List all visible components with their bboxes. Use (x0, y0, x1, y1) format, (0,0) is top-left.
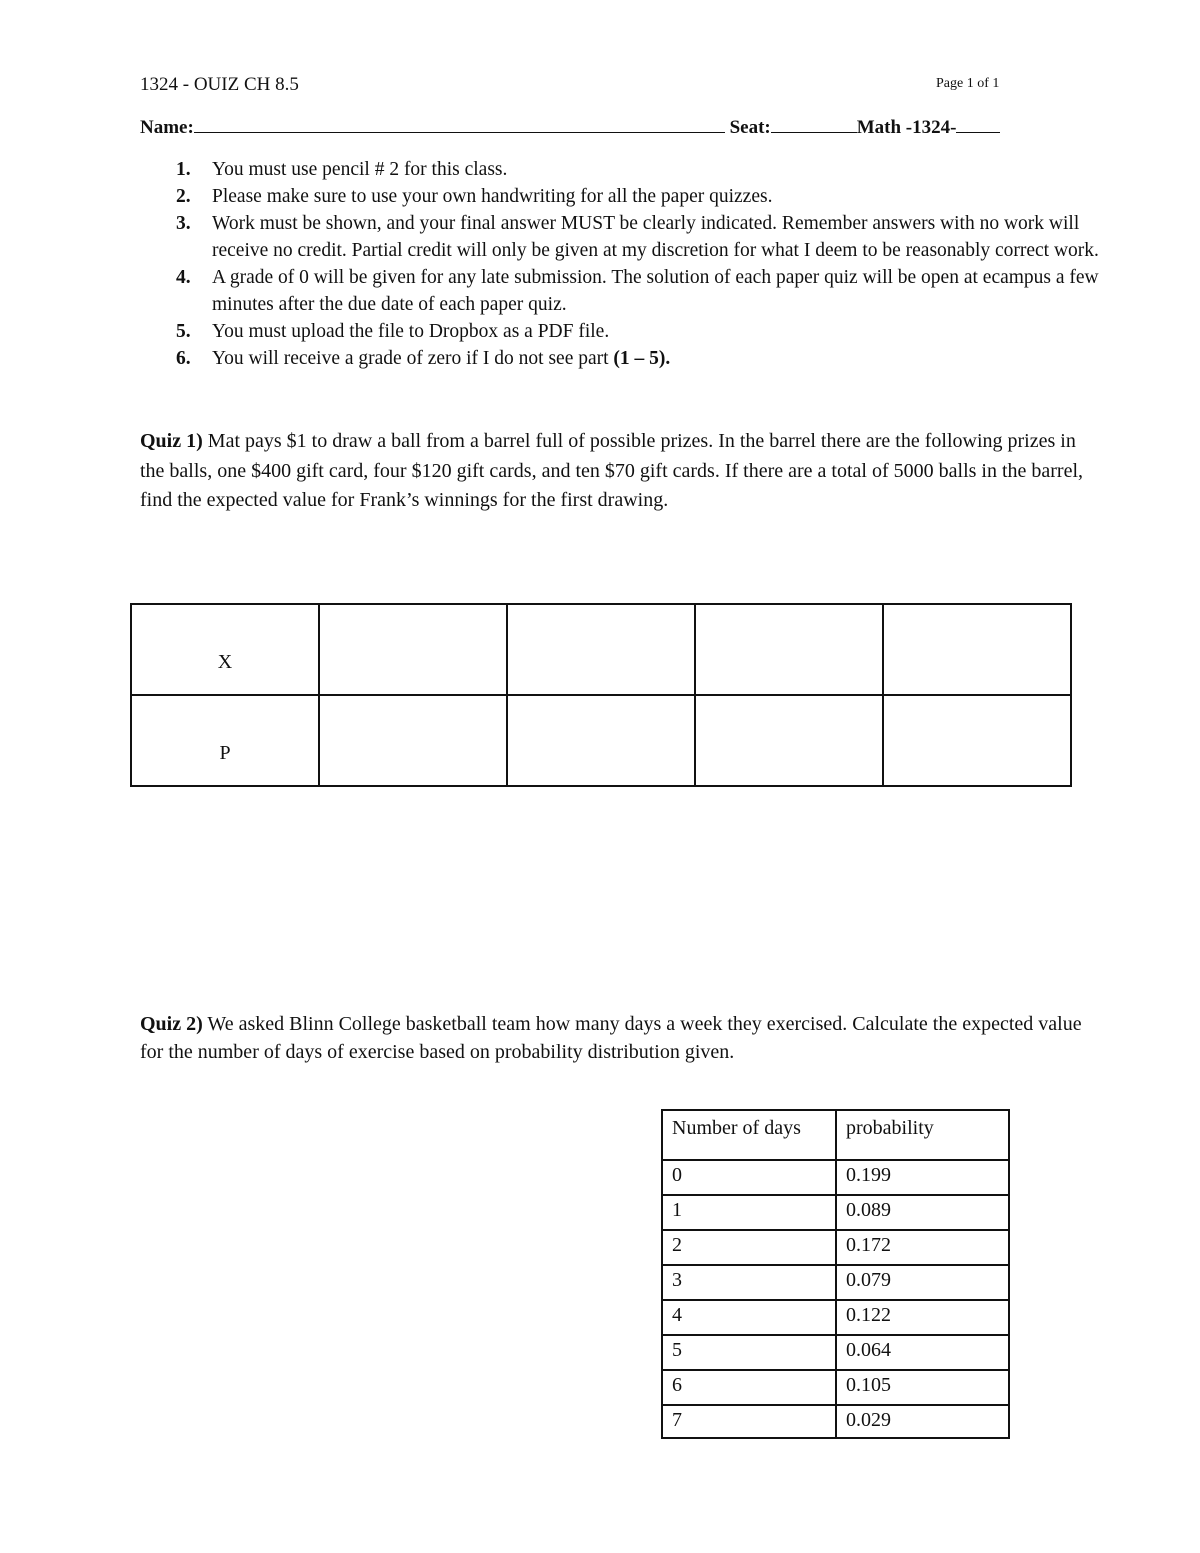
rule-text: You must use pencil # 2 for this class. (212, 159, 508, 180)
probability-cell: 0.079 (836, 1265, 1009, 1300)
answer-cell[interactable] (319, 695, 507, 786)
answer-cell[interactable] (319, 604, 507, 695)
name-blank[interactable] (194, 116, 725, 133)
course-label: Math -1324- (856, 117, 957, 138)
answer-cell[interactable] (507, 604, 695, 695)
quiz-title: 1324 - OUIZ CH 8.5 (140, 74, 299, 95)
rule-text: You will receive a grade of zero if I do not see part (212, 348, 609, 369)
list-item (140, 345, 1105, 372)
days-cell: 3 (662, 1265, 836, 1300)
quiz1-label: Quiz 1) (140, 430, 203, 452)
rule-number: 3. (176, 213, 191, 234)
table-row (131, 604, 1071, 695)
table-header-row (662, 1110, 1009, 1160)
page-number: Page 1 of 1 (936, 76, 1000, 91)
section-blank[interactable] (956, 116, 1000, 133)
quiz1-text: Mat pays $1 to draw a ball from a barrel full of possible prizes. In the barrel there are the following prizes in the balls, one $400 gift card, four $120 gift cards, and ten $70 gift cards. If there are a total of 5000 balls in the barrel, find the expected value for Frank’s winnings for the first drawing. (140, 430, 1084, 511)
probability-cell: 0.105 (836, 1370, 1009, 1405)
rule-text: Work must be shown, and your final answer MUST be clearly indicated. Remember answers with no work will receive no credit. Partial credit will only be given at my discretion for what I deem to be reasonably correct work. (212, 213, 1099, 261)
table-row (662, 1265, 1009, 1300)
answer-cell[interactable] (883, 695, 1071, 786)
list-item (140, 210, 1105, 264)
answer-cell[interactable] (695, 695, 883, 786)
probability-cell: 0.064 (836, 1335, 1009, 1370)
answer-cell[interactable] (883, 604, 1071, 695)
rule-text: You must upload the file to Dropbox as a PDF file. (212, 321, 610, 342)
name-seat-line (140, 116, 1000, 139)
rule-number: 5. (176, 321, 191, 342)
rule-text: A grade of 0 will be given for any late submission. The solution of each paper quiz will be open at ecampus a few minutes after the due date of each paper quiz. (212, 267, 1099, 315)
table-row (662, 1195, 1009, 1230)
row-label-p: P (131, 695, 319, 786)
days-cell: 2 (662, 1230, 836, 1265)
probability-cell: 0.029 (836, 1405, 1009, 1438)
rule-text: Please make sure to use your own handwriting for all the paper quizzes. (212, 186, 773, 207)
days-cell: 0 (662, 1160, 836, 1195)
probability-cell: 0.122 (836, 1300, 1009, 1335)
probability-cell: 0.199 (836, 1160, 1009, 1195)
table-row (662, 1160, 1009, 1195)
probability-cell: 0.089 (836, 1195, 1009, 1230)
table-row (662, 1370, 1009, 1405)
rule-number: 6. (176, 348, 191, 369)
seat-label: Seat: (729, 117, 771, 138)
days-cell: 7 (662, 1405, 836, 1438)
days-cell: 4 (662, 1300, 836, 1335)
table-row (662, 1405, 1009, 1438)
rule-number: 2. (176, 186, 191, 207)
xp-answer-table (130, 603, 1072, 787)
rule-number: 1. (176, 159, 191, 180)
seat-blank[interactable] (771, 116, 857, 133)
row-label-x: X (131, 604, 319, 695)
quiz1-prompt (140, 427, 1100, 516)
list-item (140, 264, 1105, 318)
list-item (140, 156, 1105, 183)
rules-list (140, 156, 1105, 372)
table-row (662, 1300, 1009, 1335)
header-probability: probability (836, 1110, 1009, 1160)
days-cell: 1 (662, 1195, 836, 1230)
days-cell: 6 (662, 1370, 836, 1405)
rule-parts-range: (1 – 5). (613, 348, 671, 369)
quiz2-prompt (140, 1011, 1100, 1066)
answer-cell[interactable] (507, 695, 695, 786)
list-item (140, 183, 1105, 210)
answer-cell[interactable] (695, 604, 883, 695)
header-days: Number of days (662, 1110, 836, 1160)
days-cell: 5 (662, 1335, 836, 1370)
table-row (131, 695, 1071, 786)
name-label: Name: (140, 117, 194, 138)
rule-number: 4. (176, 267, 191, 288)
list-item (140, 318, 1105, 345)
distribution-table (661, 1109, 1010, 1439)
table-row (662, 1335, 1009, 1370)
quiz2-text: We asked Blinn College basketball team how many days a week they exercised. Calculate the expected value for the number of days of exercise based on probability distribution given. (140, 1013, 1082, 1063)
quiz2-label: Quiz 2) (140, 1013, 203, 1035)
probability-cell: 0.172 (836, 1230, 1009, 1265)
table-row (662, 1230, 1009, 1265)
